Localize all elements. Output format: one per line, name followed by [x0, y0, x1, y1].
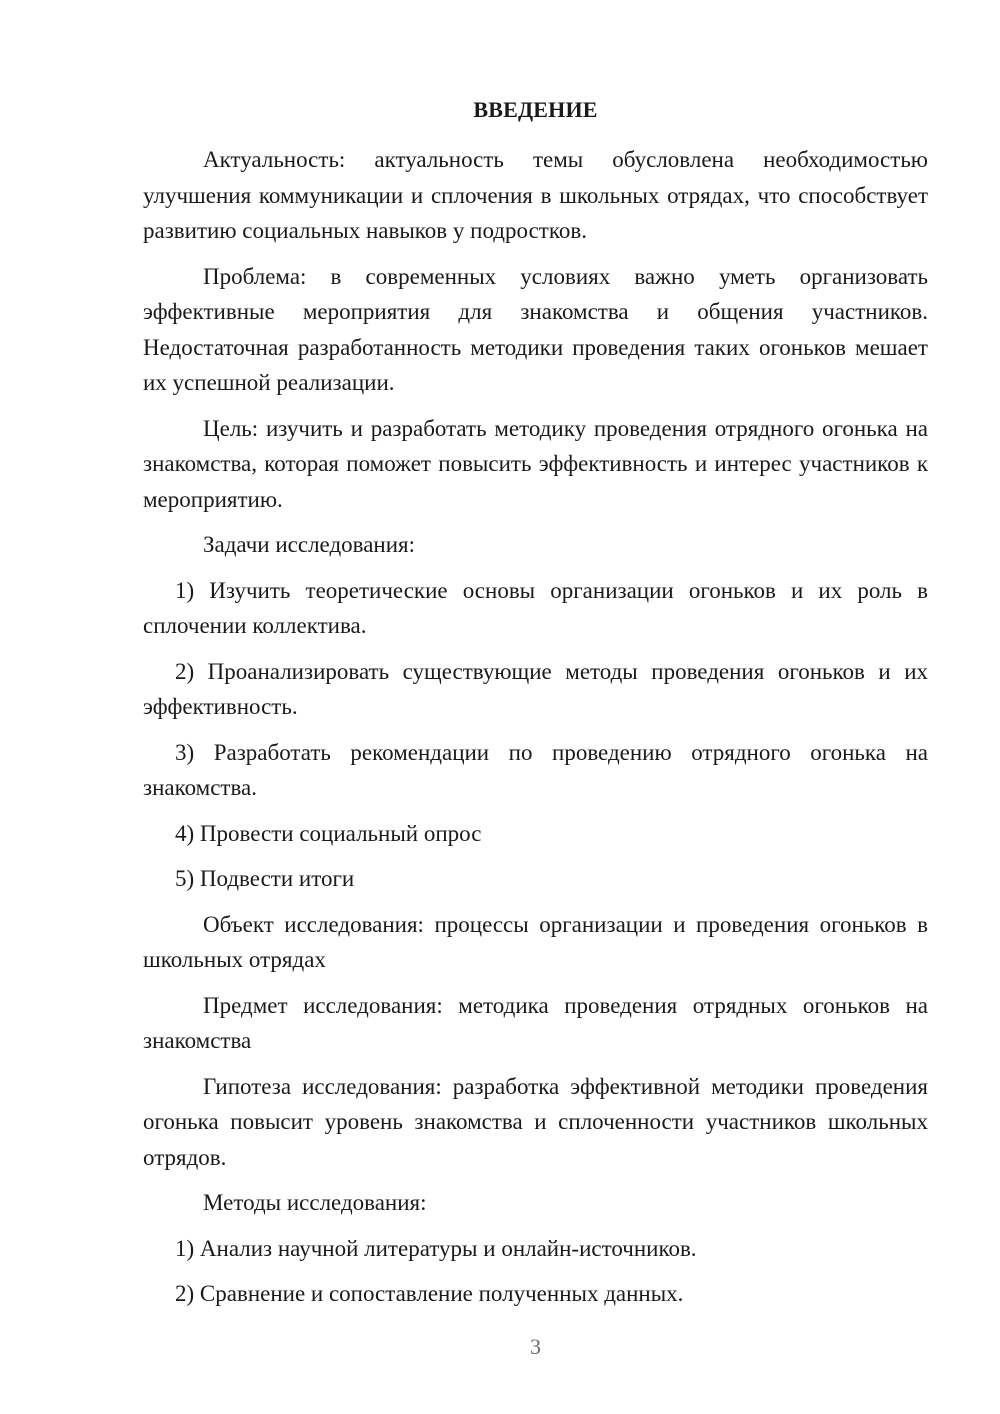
list-item-task-4: 4) Провести социальный опрос [175, 820, 482, 846]
paragraph-subject: Предмет исследования: методика проведения отрядных огоньков на знакомства [143, 992, 928, 1053]
paragraph-object: Объект исследования: процессы организации и проведения огоньков в школьных отрядах [143, 911, 928, 972]
list-item-task-1: 1) Изучить теоретические основы организации огоньков и их роль в сплочении коллектива. [143, 577, 928, 638]
list-item-method-2: 2) Сравнение и сопоставление полученных данных. [175, 1281, 684, 1306]
paragraph-methods-heading: Методы исследования: [203, 1190, 427, 1215]
paragraph-goal: Цель: изучить и разработать методику проведения отрядного огонька на знакомства, которая поможет повысить эффективность и интерес участников к мероприятию. [143, 415, 928, 512]
paragraph-relevance: Актуальность: актуальность темы обусловлена необходимостью улучшения коммуникации и сплочения в школьных отрядах, что способствует развитию социальных навыков у подростков. [143, 147, 928, 243]
section-heading: ВВЕДЕНИЕ [473, 97, 598, 122]
list-item-method-1: 1) Анализ научной литературы и онлайн-источников. [175, 1235, 697, 1261]
document-body [143, 142, 928, 1322]
list-item-task-5: 5) Подвести итоги [175, 866, 355, 891]
paragraph-tasks-heading: Задачи исследования: [203, 532, 416, 557]
list-item-task-3: 3) Разработать рекомендации по проведению отрядного огонька на знакомства. [143, 739, 928, 800]
paragraph-problem: Проблема: в современных условиях важно уметь организовать эффективные мероприятия для знакомства и общения участников. Недостаточная разработанность методики проведения таких огоньков мешает их успешной реализации. [143, 263, 928, 395]
page-number: 3 [530, 1334, 541, 1359]
paragraph-hypothesis: Гипотеза исследования: разработка эффективной методики проведения огонька повысит уровень знакомства и сплоченности участников школьных отрядов. [143, 1073, 928, 1170]
list-item-task-2: 2) Проанализировать существующие методы проведения огоньков и их эффективность. [143, 658, 928, 719]
document-page [143, 0, 928, 1414]
